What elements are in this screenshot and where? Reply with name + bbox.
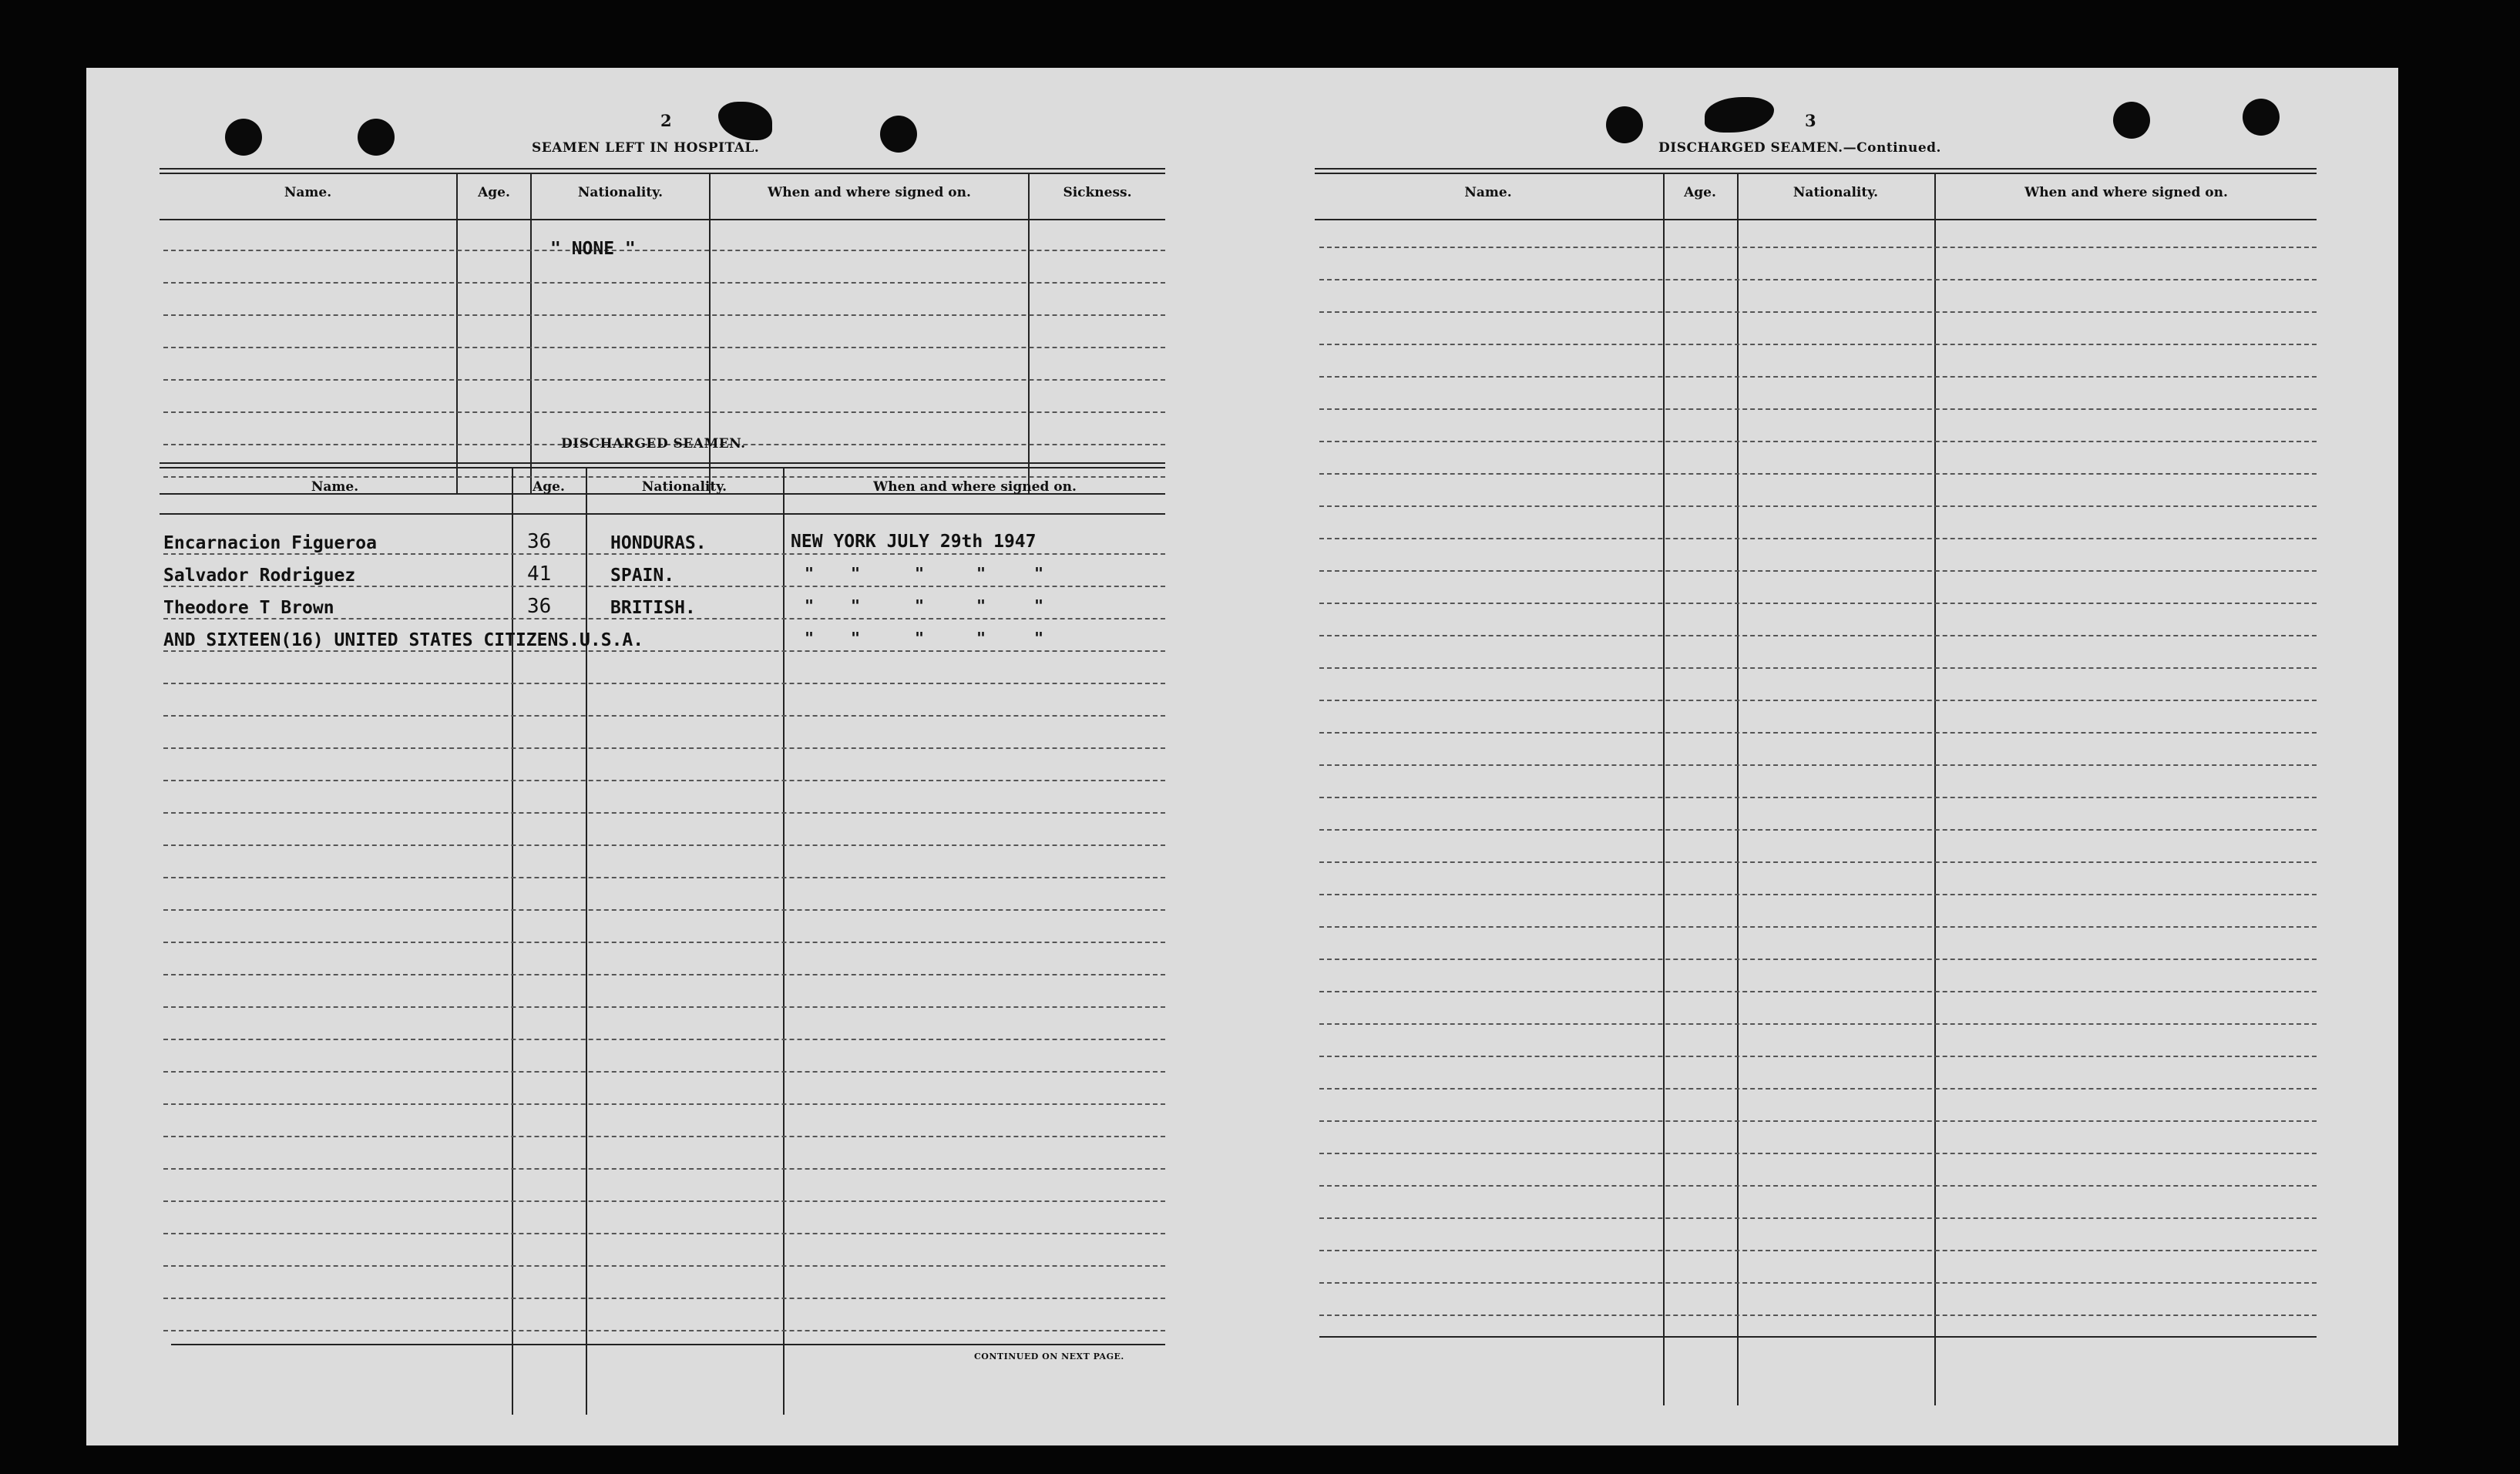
ruled-line — [163, 250, 1165, 251]
ruled-line — [163, 812, 1165, 814]
ruled-line — [1319, 667, 2317, 669]
ruled-line — [163, 747, 1165, 749]
discharged-row-1-name: Encarnacion Figueroa — [163, 533, 377, 553]
hospital-none-entry: " NONE " — [550, 239, 636, 259]
ruled-line — [163, 379, 1165, 381]
ruled-line — [1319, 1217, 2317, 1219]
ruled-line — [1319, 1120, 2317, 1122]
hospital-section-title: SEAMEN LEFT IN HOSPITAL. — [532, 140, 760, 156]
ink-blot — [718, 102, 772, 140]
ruled-line — [1319, 376, 2317, 378]
right-col-nationality: Nationality. — [1793, 185, 1879, 200]
ink-blot — [1705, 97, 1774, 133]
ruled-line — [163, 1233, 1165, 1234]
ruled-line — [1319, 1315, 2317, 1316]
ditto-mark: " — [851, 564, 861, 583]
hospital-col-age: Age. — [478, 185, 510, 200]
discharged-row-3-name: Theodore T Brown — [163, 598, 334, 618]
ruled-line — [1319, 1153, 2317, 1154]
discharged-row-3-age: 36 — [527, 595, 552, 618]
ditto-mark: " — [851, 629, 861, 647]
ruled-line — [1319, 603, 2317, 604]
discharged-row-1-age: 36 — [527, 530, 552, 553]
ruled-line — [163, 553, 1165, 555]
column-divider — [512, 467, 513, 1415]
punch-hole — [2243, 99, 2280, 136]
ruled-line — [1319, 959, 2317, 960]
ditto-mark: " — [1034, 596, 1044, 615]
ruled-line — [163, 618, 1165, 619]
ditto-mark: " — [805, 629, 815, 647]
ruled-line — [1319, 1023, 2317, 1025]
discharged-row-1-signed-on: NEW YORK JULY 29th 1947 — [791, 532, 1037, 552]
ditto-mark: " — [1034, 564, 1044, 583]
ruled-line — [163, 650, 1165, 652]
ruled-line — [1319, 732, 2317, 734]
ruled-line — [163, 1200, 1165, 1202]
ditto-mark: " — [915, 629, 925, 647]
right-col-name: Name. — [1464, 185, 1512, 200]
ruled-line — [1319, 926, 2317, 928]
ruled-line — [163, 974, 1165, 975]
ruled-line — [1319, 473, 2317, 475]
ruled-line — [1319, 408, 2317, 410]
ruled-line — [1319, 1056, 2317, 1057]
ruled-line — [163, 1330, 1165, 1331]
ditto-mark: " — [915, 596, 925, 615]
rule — [160, 513, 1165, 515]
ruled-line — [163, 683, 1165, 684]
ruled-line — [1319, 764, 2317, 766]
ruled-line — [1319, 311, 2317, 313]
ruled-line — [1319, 991, 2317, 992]
page-number-left: 2 — [660, 111, 672, 130]
ruled-line — [163, 844, 1165, 846]
hospital-col-sickness: Sickness. — [1063, 185, 1132, 200]
punch-hole — [1606, 106, 1643, 143]
ruled-line — [163, 1006, 1165, 1008]
ruled-line — [163, 1103, 1165, 1105]
rule — [160, 467, 1165, 468]
discharged-col-age: Age. — [533, 479, 565, 495]
rule — [1315, 219, 2317, 220]
ditto-mark: " — [1034, 629, 1044, 647]
document-sheet — [86, 68, 2398, 1445]
punch-hole — [225, 119, 262, 156]
ruled-line — [163, 877, 1165, 878]
ruled-line — [1319, 700, 2317, 701]
punch-hole — [880, 116, 917, 153]
rule — [171, 1344, 1165, 1345]
ruled-line — [163, 1136, 1165, 1137]
discharged-row-1-nationality: HONDURAS. — [610, 533, 707, 553]
rule — [160, 168, 1165, 170]
ruled-line — [163, 909, 1165, 911]
ruled-line — [163, 1265, 1165, 1267]
ruled-line — [1319, 1282, 2317, 1284]
ruled-line — [163, 476, 1165, 478]
rule — [160, 219, 1165, 220]
ruled-line — [1319, 861, 2317, 863]
ruled-line — [1319, 247, 2317, 248]
ruled-line — [163, 1071, 1165, 1073]
discharged-row-2-nationality: SPAIN. — [610, 566, 675, 586]
ruled-line — [1319, 635, 2317, 636]
ruled-line — [163, 780, 1165, 781]
discharged-row-2-name: Salvador Rodriguez — [163, 566, 356, 586]
discharged-row-2-age: 41 — [527, 562, 552, 586]
ruled-line — [1319, 829, 2317, 831]
ruled-line — [163, 411, 1165, 413]
rule — [160, 173, 1165, 174]
ditto-mark: " — [976, 564, 986, 583]
hospital-col-nationality: Nationality. — [577, 185, 664, 200]
hospital-col-name: Name. — [284, 185, 332, 200]
ruled-line — [1319, 505, 2317, 507]
ruled-line — [1319, 538, 2317, 539]
ruled-line — [163, 586, 1165, 587]
discharged-col-signed-on: When and where signed on. — [873, 479, 1077, 495]
ruled-line — [163, 1168, 1165, 1170]
ditto-mark: " — [805, 564, 815, 583]
discharged-section-title: DISCHARGED SEAMEN. — [561, 436, 746, 452]
continued-footer: CONTINUED ON NEXT PAGE. — [974, 1351, 1124, 1362]
column-divider — [1737, 173, 1739, 1405]
ruled-line — [163, 347, 1165, 348]
ruled-line — [163, 942, 1165, 943]
ruled-line — [1319, 1185, 2317, 1187]
column-divider — [1663, 173, 1665, 1405]
discharged-row-4-name: AND SIXTEEN(16) UNITED STATES CITIZENS.U.S.A. — [163, 630, 644, 650]
ditto-mark: " — [915, 564, 925, 583]
rule — [160, 462, 1165, 464]
ditto-mark: " — [976, 629, 986, 647]
ruled-line — [1319, 894, 2317, 895]
rule — [1319, 1336, 2317, 1338]
column-divider — [783, 467, 785, 1415]
ruled-line — [163, 282, 1165, 284]
discharged-row-3-nationality: BRITISH. — [610, 598, 696, 618]
ruled-line — [1319, 1250, 2317, 1251]
ruled-line — [1319, 797, 2317, 798]
right-col-signed-on: When and where signed on. — [2024, 185, 2228, 200]
discharged-col-name: Name. — [311, 479, 359, 495]
rule — [1315, 168, 2317, 170]
discharged-col-nationality: Nationality. — [641, 479, 727, 495]
hospital-col-signed-on: When and where signed on. — [768, 185, 971, 200]
ditto-mark: " — [976, 596, 986, 615]
ruled-line — [1319, 1088, 2317, 1090]
right-col-age: Age. — [1684, 185, 1716, 200]
ruled-line — [1319, 344, 2317, 345]
punch-hole — [358, 119, 395, 156]
ruled-line — [1319, 279, 2317, 280]
punch-hole — [2113, 102, 2150, 139]
ruled-line — [163, 1039, 1165, 1040]
ruled-line — [1319, 441, 2317, 442]
column-divider — [1934, 173, 1936, 1405]
ruled-line — [163, 1298, 1165, 1299]
column-divider — [586, 467, 587, 1415]
page-number-right: 3 — [1805, 111, 1816, 130]
ditto-mark: " — [851, 596, 861, 615]
ruled-line — [1319, 570, 2317, 572]
right-section-title: DISCHARGED SEAMEN.—Continued. — [1658, 140, 1941, 156]
ditto-mark: " — [805, 596, 815, 615]
ruled-line — [163, 314, 1165, 316]
ruled-line — [163, 715, 1165, 717]
rule — [1315, 173, 2317, 174]
